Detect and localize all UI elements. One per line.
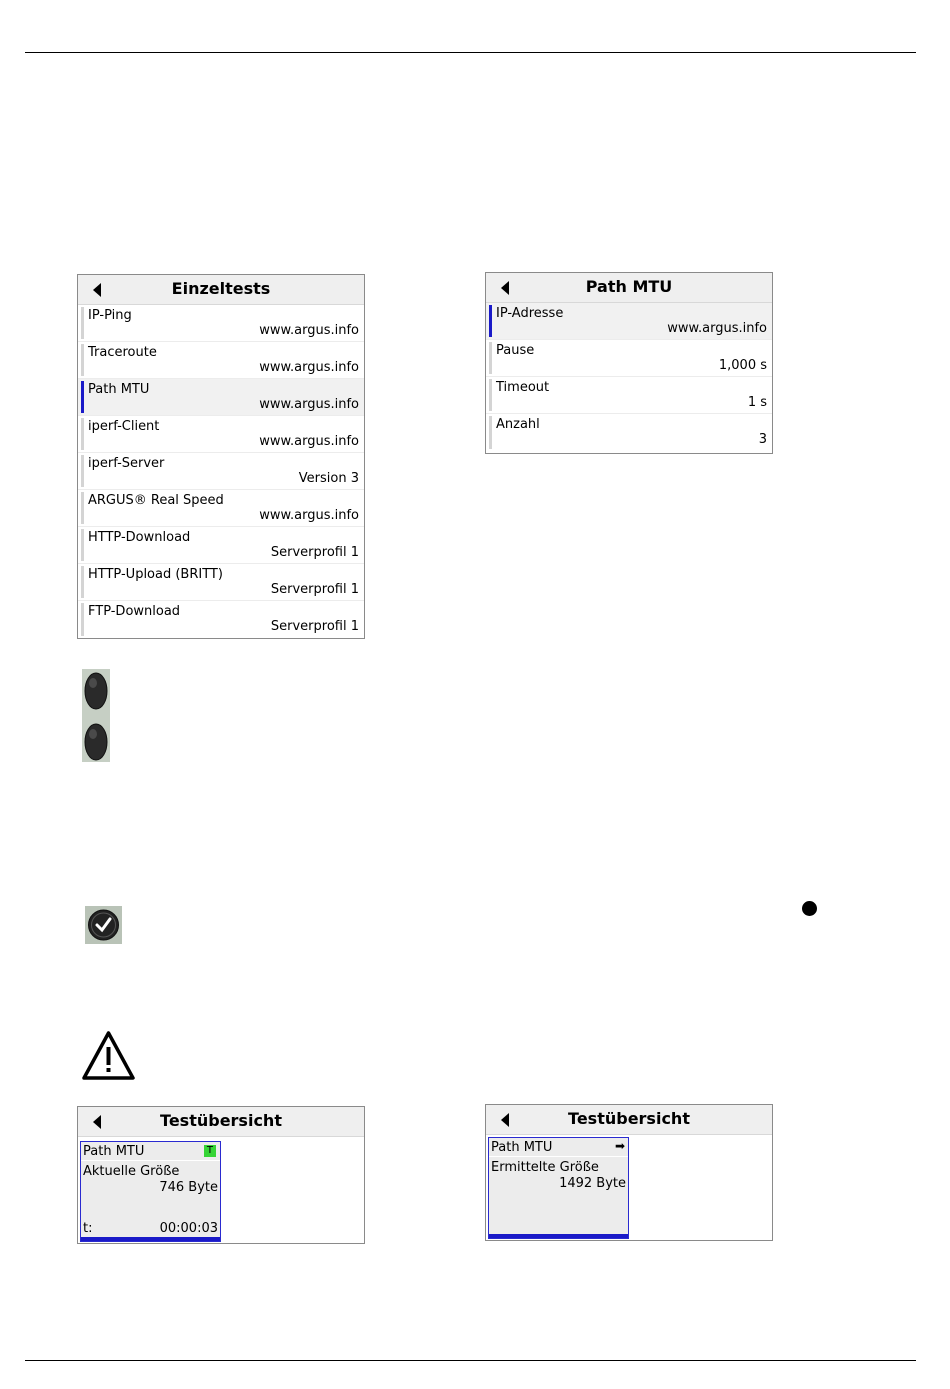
tile-divider — [81, 1160, 220, 1161]
tile-measure-value: 1492 Byte — [559, 1176, 626, 1191]
progress-bar — [81, 1237, 220, 1241]
screen-header — [486, 273, 772, 303]
item-value: www.argus.info — [259, 323, 359, 338]
item-marker — [81, 455, 84, 487]
tile-test-name: Path MTU — [491, 1140, 553, 1155]
screen-header — [78, 275, 364, 305]
screen-header — [486, 1105, 772, 1135]
item-value: www.argus.info — [259, 397, 359, 412]
einzeltests-screen — [77, 274, 365, 639]
bottom-rule — [25, 1360, 916, 1361]
item-label: Path MTU — [88, 382, 150, 397]
list-item-ip-ping[interactable] — [78, 305, 364, 342]
item-marker — [81, 529, 84, 561]
warning-icon — [81, 1030, 136, 1081]
param-value: 3 — [758, 432, 767, 447]
param-label: Pause — [496, 343, 535, 358]
tile-measure-label: Aktuelle Größe — [83, 1164, 180, 1179]
item-value: Serverprofil 1 — [270, 582, 359, 597]
param-label: Anzahl — [496, 417, 540, 432]
param-label: Timeout — [496, 380, 550, 395]
ok-key-icon — [85, 906, 122, 944]
item-marker — [81, 566, 84, 598]
item-label: HTTP-Upload (BRITT) — [88, 567, 223, 582]
list-item-traceroute[interactable] — [78, 342, 364, 379]
item-label: ARGUS® Real Speed — [88, 493, 224, 508]
list-item-real-speed[interactable] — [78, 490, 364, 527]
param-value: 1,000 s — [718, 358, 767, 373]
screen-title: Testübersicht — [160, 1111, 282, 1130]
item-value: www.argus.info — [259, 360, 359, 375]
tile-measure-label: Ermittelte Größe — [491, 1160, 599, 1175]
item-label: Traceroute — [88, 345, 157, 360]
param-value: 1 s — [747, 395, 767, 410]
test-overview-done-screen — [485, 1104, 773, 1241]
item-label: iperf-Server — [88, 456, 165, 471]
tile-divider — [489, 1156, 628, 1157]
item-marker — [81, 307, 84, 339]
screen-title: Einzeltests — [171, 279, 271, 298]
item-value: Serverprofil 1 — [270, 619, 359, 634]
tile-measure-value: 746 Byte — [159, 1180, 218, 1195]
list-item-ftp-download[interactable] — [78, 601, 364, 638]
item-marker — [489, 342, 492, 374]
progress-bar — [489, 1234, 628, 1238]
list-item-http-download[interactable] — [78, 527, 364, 564]
list-item-http-upload[interactable] — [78, 564, 364, 601]
item-marker — [81, 344, 84, 376]
arrow-right-icon: ➡ — [614, 1139, 625, 1153]
item-marker — [489, 416, 492, 449]
param-ip-adresse[interactable] — [486, 303, 772, 340]
up-down-keys-icon — [82, 669, 110, 762]
param-value: www.argus.info — [667, 321, 767, 336]
screen-header — [78, 1107, 364, 1137]
param-pause[interactable] — [486, 340, 772, 377]
item-value: www.argus.info — [259, 434, 359, 449]
list-item-iperf-client[interactable] — [78, 416, 364, 453]
item-label: iperf-Client — [88, 419, 160, 434]
test-tile-path-mtu[interactable] — [488, 1137, 629, 1239]
item-label: HTTP-Download — [88, 530, 191, 545]
list-item-path-mtu[interactable] — [78, 379, 364, 416]
param-anzahl[interactable] — [486, 414, 772, 451]
param-label: IP-Adresse — [496, 306, 564, 321]
status-badge: T — [204, 1145, 216, 1157]
item-value: www.argus.info — [259, 508, 359, 523]
screen-title: Path MTU — [585, 277, 673, 296]
item-marker — [489, 379, 492, 411]
top-rule — [25, 52, 916, 53]
tile-time-label: t: — [83, 1221, 93, 1236]
screen-title: Testübersicht — [568, 1109, 690, 1128]
path-mtu-screen — [485, 272, 773, 454]
test-tile-path-mtu[interactable] — [80, 1141, 221, 1242]
item-marker — [81, 492, 84, 524]
selection-marker — [489, 305, 492, 337]
tile-time-value: 00:00:03 — [159, 1221, 218, 1236]
item-value: Version 3 — [298, 471, 359, 486]
item-marker — [81, 418, 84, 450]
list-item-iperf-server[interactable] — [78, 453, 364, 490]
tile-test-name: Path MTU — [83, 1144, 145, 1159]
bullet-dot-icon — [802, 901, 817, 916]
param-timeout[interactable] — [486, 377, 772, 414]
selection-marker — [81, 381, 84, 413]
item-marker — [81, 603, 84, 636]
test-overview-running-screen — [77, 1106, 365, 1244]
item-label: FTP-Download — [88, 604, 181, 619]
item-value: Serverprofil 1 — [270, 545, 359, 560]
item-label: IP-Ping — [88, 308, 132, 323]
